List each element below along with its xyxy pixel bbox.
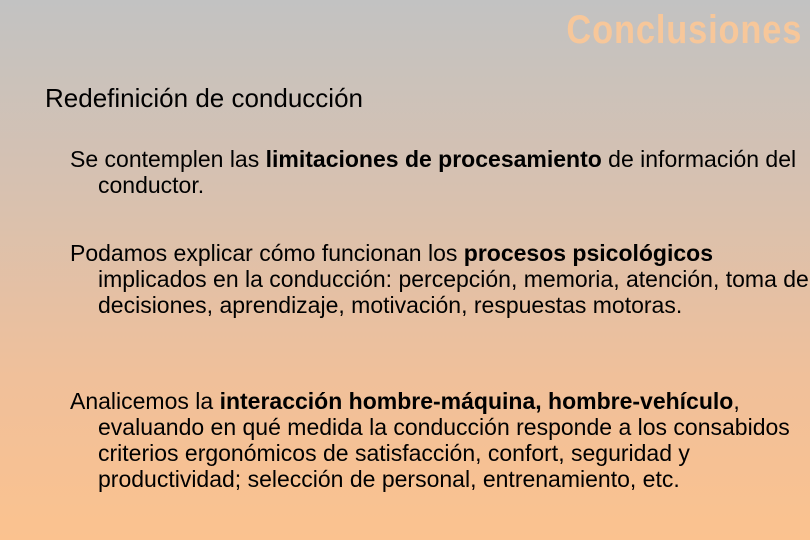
paragraph-text: de información del conductor.: [98, 146, 797, 198]
paragraph-text: Se contemplen las: [70, 146, 266, 172]
paragraph-psychological-processes: [70, 240, 810, 318]
paragraph-emphasis: interacción hombre-máquina, hombre-vehículo: [219, 388, 734, 414]
slide-title: Conclusiones: [566, 8, 802, 52]
paragraph-emphasis: limitaciones de procesamiento: [265, 146, 602, 172]
paragraph-text: , evaluando en qué medida la conducción responde a los consabidos criterios ergonómicos de satisfacción, confort, seguridad y productividad; selección de personal, entrenamiento, etc.: [98, 388, 790, 492]
slide-subtitle: Redefinición de conducción: [45, 83, 363, 113]
paragraph-emphasis: procesos psicológicos: [463, 240, 714, 266]
paragraph-text: Analicemos la: [70, 388, 220, 414]
paragraph-human-machine-interaction: [70, 388, 810, 492]
paragraph-text: Podamos explicar cómo funcionan los: [70, 240, 464, 266]
paragraph-limitations: [70, 146, 810, 198]
paragraph-text: implicados en la conducción: percepción, memoria, atención, toma de decisiones, aprendizaje, motivación, respuestas motoras.: [98, 266, 809, 318]
